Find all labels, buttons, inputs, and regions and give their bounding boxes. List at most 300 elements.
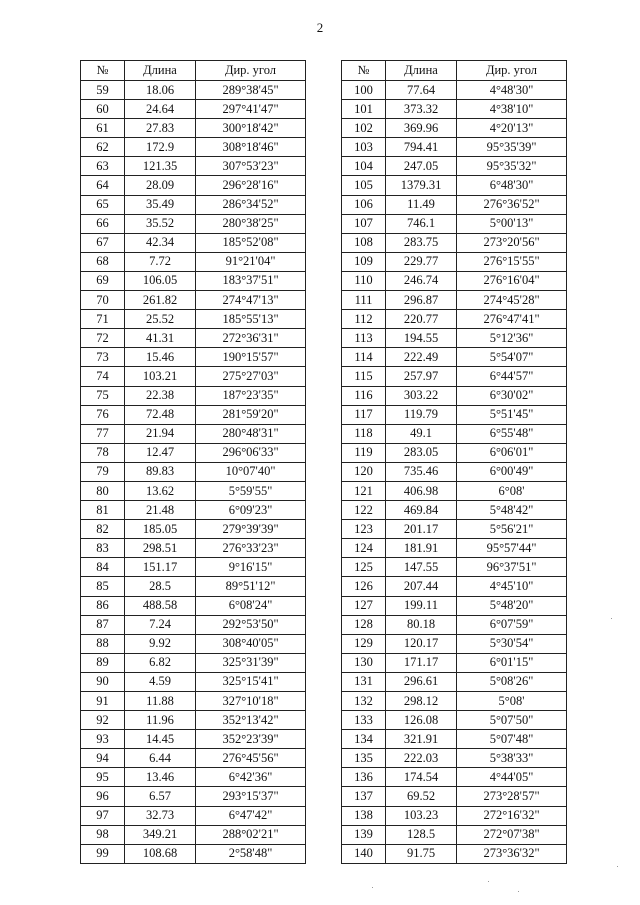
row-length: 283.75 <box>386 233 457 252</box>
table-row <box>342 520 567 539</box>
row-angle: 5°07'50" <box>457 711 567 730</box>
row-number: 123 <box>342 520 386 539</box>
row-number: 80 <box>81 481 125 500</box>
table-row <box>81 157 306 176</box>
row-length: 321.91 <box>386 730 457 749</box>
row-angle: 325°31'39" <box>196 653 306 672</box>
scan-speck <box>611 618 612 619</box>
row-length: 32.73 <box>125 806 196 825</box>
row-angle: 5°59'55" <box>196 481 306 500</box>
row-length: 298.12 <box>386 692 457 711</box>
table-row <box>342 81 567 100</box>
table-row <box>81 539 306 558</box>
header-length: Длина <box>125 61 196 81</box>
row-angle: 289°38'45" <box>196 81 306 100</box>
row-angle: 6°07'59" <box>457 615 567 634</box>
row-angle: 6°09'23" <box>196 501 306 520</box>
row-number: 71 <box>81 310 125 329</box>
table-row <box>342 806 567 825</box>
row-number: 113 <box>342 329 386 348</box>
header-angle: Дир. угол <box>457 61 567 81</box>
row-length: 735.46 <box>386 462 457 481</box>
row-number: 119 <box>342 443 386 462</box>
row-angle: 308°18'46" <box>196 138 306 157</box>
table-row <box>81 558 306 577</box>
scan-speck <box>617 866 618 867</box>
row-angle: 296°06'33" <box>196 443 306 462</box>
table-row <box>81 424 306 443</box>
row-angle: 288°02'21" <box>196 825 306 844</box>
row-length: 303.22 <box>386 386 457 405</box>
row-number: 136 <box>342 768 386 787</box>
row-number: 132 <box>342 692 386 711</box>
row-number: 99 <box>81 844 125 863</box>
row-number: 94 <box>81 749 125 768</box>
table-row <box>81 672 306 691</box>
row-length: 207.44 <box>386 577 457 596</box>
row-length: 257.97 <box>386 367 457 386</box>
table-row <box>342 367 567 386</box>
table-row <box>342 310 567 329</box>
row-number: 105 <box>342 176 386 195</box>
row-number: 139 <box>342 825 386 844</box>
row-number: 135 <box>342 749 386 768</box>
row-number: 70 <box>81 291 125 310</box>
row-length: 369.96 <box>386 119 457 138</box>
table-row <box>81 749 306 768</box>
row-angle: 5°30'54" <box>457 634 567 653</box>
row-angle: 273°20'56" <box>457 233 567 252</box>
table-row <box>342 596 567 615</box>
row-length: 283.05 <box>386 443 457 462</box>
table-row <box>342 481 567 500</box>
row-number: 116 <box>342 386 386 405</box>
row-length: 220.77 <box>386 310 457 329</box>
row-number: 89 <box>81 653 125 672</box>
table-row <box>342 501 567 520</box>
row-length: 469.84 <box>386 501 457 520</box>
row-number: 74 <box>81 367 125 386</box>
row-angle: 187°23'35" <box>196 386 306 405</box>
table-row <box>81 176 306 195</box>
table-row <box>81 577 306 596</box>
row-length: 11.88 <box>125 692 196 711</box>
row-number: 86 <box>81 596 125 615</box>
row-number: 59 <box>81 81 125 100</box>
row-angle: 6°42'36" <box>196 768 306 787</box>
row-number: 77 <box>81 424 125 443</box>
row-angle: 5°51'45" <box>457 405 567 424</box>
table-row <box>81 405 306 424</box>
row-length: 108.68 <box>125 844 196 863</box>
row-angle: 5°48'42" <box>457 501 567 520</box>
row-angle: 273°36'32" <box>457 844 567 863</box>
row-number: 82 <box>81 520 125 539</box>
table-row <box>342 386 567 405</box>
row-angle: 297°41'47" <box>196 100 306 119</box>
row-number: 87 <box>81 615 125 634</box>
row-angle: 185°52'08" <box>196 233 306 252</box>
row-number: 117 <box>342 405 386 424</box>
row-number: 64 <box>81 176 125 195</box>
row-number: 69 <box>81 271 125 290</box>
table-row <box>342 157 567 176</box>
row-number: 66 <box>81 214 125 233</box>
row-length: 746.1 <box>386 214 457 233</box>
row-number: 92 <box>81 711 125 730</box>
row-angle: 296°28'16" <box>196 176 306 195</box>
row-length: 28.5 <box>125 577 196 596</box>
row-number: 126 <box>342 577 386 596</box>
row-angle: 276°15'55" <box>457 252 567 271</box>
row-number: 79 <box>81 462 125 481</box>
row-length: 24.64 <box>125 100 196 119</box>
row-length: 6.44 <box>125 749 196 768</box>
row-angle: 10°07'40" <box>196 462 306 481</box>
table-row <box>81 730 306 749</box>
row-number: 108 <box>342 233 386 252</box>
row-number: 137 <box>342 787 386 806</box>
coordinates-table-right <box>341 60 567 864</box>
scan-speck <box>518 891 519 892</box>
row-length: 229.77 <box>386 252 457 271</box>
row-angle: 5°38'33" <box>457 749 567 768</box>
row-length: 1379.31 <box>386 176 457 195</box>
table-row <box>81 443 306 462</box>
row-angle: 281°59'20" <box>196 405 306 424</box>
row-length: 406.98 <box>386 481 457 500</box>
row-length: 28.09 <box>125 176 196 195</box>
row-angle: 325°15'41" <box>196 672 306 691</box>
row-number: 129 <box>342 634 386 653</box>
row-number: 106 <box>342 195 386 214</box>
row-angle: 5°08'26" <box>457 672 567 691</box>
row-number: 63 <box>81 157 125 176</box>
row-angle: 307°53'23" <box>196 157 306 176</box>
row-number: 101 <box>342 100 386 119</box>
row-length: 174.54 <box>386 768 457 787</box>
row-length: 12.47 <box>125 443 196 462</box>
row-number: 124 <box>342 539 386 558</box>
table-row <box>342 768 567 787</box>
row-number: 134 <box>342 730 386 749</box>
row-angle: 279°39'39" <box>196 520 306 539</box>
row-angle: 273°28'57" <box>457 787 567 806</box>
table-row <box>81 271 306 290</box>
table-row <box>342 176 567 195</box>
row-number: 73 <box>81 348 125 367</box>
row-angle: 96°37'51" <box>457 558 567 577</box>
table-row <box>81 252 306 271</box>
row-number: 97 <box>81 806 125 825</box>
row-length: 247.05 <box>386 157 457 176</box>
table-row <box>342 672 567 691</box>
table-row <box>81 462 306 481</box>
row-length: 246.74 <box>386 271 457 290</box>
row-number: 67 <box>81 233 125 252</box>
table-row <box>342 348 567 367</box>
row-number: 120 <box>342 462 386 481</box>
table-row <box>342 252 567 271</box>
table-row <box>342 462 567 481</box>
row-angle: 6°00'49" <box>457 462 567 481</box>
row-length: 373.32 <box>386 100 457 119</box>
table-row <box>81 615 306 634</box>
row-angle: 280°38'25" <box>196 214 306 233</box>
table-row <box>342 787 567 806</box>
row-length: 7.72 <box>125 252 196 271</box>
row-length: 35.49 <box>125 195 196 214</box>
row-angle: 4°44'05" <box>457 768 567 787</box>
row-angle: 95°35'32" <box>457 157 567 176</box>
row-angle: 6°01'15" <box>457 653 567 672</box>
row-length: 103.21 <box>125 367 196 386</box>
row-length: 349.21 <box>125 825 196 844</box>
table-row <box>81 596 306 615</box>
scan-speck <box>372 887 373 888</box>
row-length: 14.45 <box>125 730 196 749</box>
row-angle: 5°08' <box>457 692 567 711</box>
table-row <box>342 711 567 730</box>
row-number: 104 <box>342 157 386 176</box>
table-row <box>342 195 567 214</box>
row-angle: 4°38'10" <box>457 100 567 119</box>
row-angle: 9°16'15" <box>196 558 306 577</box>
row-angle: 300°18'42" <box>196 119 306 138</box>
row-length: 91.75 <box>386 844 457 863</box>
row-number: 130 <box>342 653 386 672</box>
row-number: 76 <box>81 405 125 424</box>
row-length: 185.05 <box>125 520 196 539</box>
row-length: 222.49 <box>386 348 457 367</box>
row-number: 60 <box>81 100 125 119</box>
row-length: 488.58 <box>125 596 196 615</box>
row-angle: 308°40'05" <box>196 634 306 653</box>
row-number: 61 <box>81 119 125 138</box>
row-number: 127 <box>342 596 386 615</box>
row-number: 88 <box>81 634 125 653</box>
row-angle: 6°08'24" <box>196 596 306 615</box>
row-length: 199.11 <box>386 596 457 615</box>
coordinates-table-left <box>80 60 306 864</box>
row-number: 62 <box>81 138 125 157</box>
table-row <box>81 501 306 520</box>
row-length: 22.38 <box>125 386 196 405</box>
row-length: 7.24 <box>125 615 196 634</box>
row-number: 122 <box>342 501 386 520</box>
table-row <box>81 138 306 157</box>
table-row <box>342 405 567 424</box>
row-number: 91 <box>81 692 125 711</box>
row-number: 107 <box>342 214 386 233</box>
row-angle: 276°47'41" <box>457 310 567 329</box>
row-number: 128 <box>342 615 386 634</box>
row-number: 110 <box>342 271 386 290</box>
table-row <box>342 825 567 844</box>
row-angle: 275°27'03" <box>196 367 306 386</box>
table-row <box>81 367 306 386</box>
row-length: 21.94 <box>125 424 196 443</box>
row-length: 181.91 <box>386 539 457 558</box>
row-length: 13.46 <box>125 768 196 787</box>
table-row <box>81 291 306 310</box>
row-angle: 190°15'57" <box>196 348 306 367</box>
row-length: 121.35 <box>125 157 196 176</box>
row-angle: 4°48'30" <box>457 81 567 100</box>
row-number: 85 <box>81 577 125 596</box>
row-length: 72.48 <box>125 405 196 424</box>
row-number: 140 <box>342 844 386 863</box>
row-angle: 6°08' <box>457 481 567 500</box>
row-number: 111 <box>342 291 386 310</box>
row-number: 138 <box>342 806 386 825</box>
table-header-row <box>342 61 567 81</box>
row-number: 100 <box>342 81 386 100</box>
row-length: 15.46 <box>125 348 196 367</box>
row-number: 118 <box>342 424 386 443</box>
row-length: 6.82 <box>125 653 196 672</box>
row-angle: 6°44'57" <box>457 367 567 386</box>
scan-speck <box>488 881 489 882</box>
table-row <box>342 844 567 863</box>
row-length: 103.23 <box>386 806 457 825</box>
row-number: 83 <box>81 539 125 558</box>
row-angle: 5°54'07" <box>457 348 567 367</box>
row-length: 35.52 <box>125 214 196 233</box>
row-number: 102 <box>342 119 386 138</box>
row-length: 13.62 <box>125 481 196 500</box>
row-angle: 183°37'51" <box>196 271 306 290</box>
row-length: 27.83 <box>125 119 196 138</box>
header-length: Длина <box>386 61 457 81</box>
table-row <box>81 119 306 138</box>
page-number: 2 <box>316 20 324 35</box>
row-number: 131 <box>342 672 386 691</box>
row-angle: 280°48'31" <box>196 424 306 443</box>
header-angle: Дир. угол <box>196 61 306 81</box>
row-angle: 272°16'32" <box>457 806 567 825</box>
row-length: 18.06 <box>125 81 196 100</box>
row-angle: 5°12'36" <box>457 329 567 348</box>
row-length: 69.52 <box>386 787 457 806</box>
row-angle: 95°35'39" <box>457 138 567 157</box>
row-length: 222.03 <box>386 749 457 768</box>
table-row <box>81 233 306 252</box>
row-angle: 2°58'48" <box>196 844 306 863</box>
row-length: 11.96 <box>125 711 196 730</box>
row-length: 21.48 <box>125 501 196 520</box>
row-number: 93 <box>81 730 125 749</box>
table-row <box>81 310 306 329</box>
row-angle: 292°53'50" <box>196 615 306 634</box>
table-row <box>81 81 306 100</box>
table-row <box>81 348 306 367</box>
table-row <box>342 424 567 443</box>
table-row <box>342 730 567 749</box>
row-angle: 272°36'31" <box>196 329 306 348</box>
table-row <box>342 653 567 672</box>
table-row <box>81 481 306 500</box>
row-angle: 6°47'42" <box>196 806 306 825</box>
table-header-row <box>81 61 306 81</box>
row-length: 194.55 <box>386 329 457 348</box>
row-angle: 276°33'23" <box>196 539 306 558</box>
row-angle: 352°13'42" <box>196 711 306 730</box>
row-length: 172.9 <box>125 138 196 157</box>
row-angle: 274°45'28" <box>457 291 567 310</box>
row-angle: 5°00'13" <box>457 214 567 233</box>
row-angle: 91°21'04" <box>196 252 306 271</box>
row-angle: 272°07'38" <box>457 825 567 844</box>
row-number: 115 <box>342 367 386 386</box>
table-row <box>342 329 567 348</box>
table-row <box>81 653 306 672</box>
table-row <box>81 692 306 711</box>
row-angle: 95°57'44" <box>457 539 567 558</box>
row-number: 84 <box>81 558 125 577</box>
row-angle: 274°47'13" <box>196 291 306 310</box>
row-number: 121 <box>342 481 386 500</box>
table-row <box>342 119 567 138</box>
row-length: 4.59 <box>125 672 196 691</box>
row-number: 81 <box>81 501 125 520</box>
table-row <box>81 787 306 806</box>
row-angle: 293°15'37" <box>196 787 306 806</box>
table-row <box>81 768 306 787</box>
table-row <box>81 806 306 825</box>
row-length: 147.55 <box>386 558 457 577</box>
row-angle: 5°56'21" <box>457 520 567 539</box>
row-length: 128.5 <box>386 825 457 844</box>
row-angle: 4°45'10" <box>457 577 567 596</box>
row-number: 98 <box>81 825 125 844</box>
table-row <box>342 271 567 290</box>
row-number: 72 <box>81 329 125 348</box>
row-length: 9.92 <box>125 634 196 653</box>
table-row <box>81 711 306 730</box>
row-number: 125 <box>342 558 386 577</box>
table-row <box>342 443 567 462</box>
table-row <box>81 214 306 233</box>
table-row <box>342 615 567 634</box>
table-row <box>342 634 567 653</box>
row-angle: 6°55'48" <box>457 424 567 443</box>
row-length: 42.34 <box>125 233 196 252</box>
table-row <box>342 291 567 310</box>
row-angle: 276°36'52" <box>457 195 567 214</box>
row-length: 89.83 <box>125 462 196 481</box>
row-number: 75 <box>81 386 125 405</box>
table-row <box>342 100 567 119</box>
row-angle: 276°16'04" <box>457 271 567 290</box>
row-angle: 352°23'39" <box>196 730 306 749</box>
row-number: 112 <box>342 310 386 329</box>
row-length: 298.51 <box>125 539 196 558</box>
row-length: 41.31 <box>125 329 196 348</box>
table-row <box>81 520 306 539</box>
row-length: 77.64 <box>386 81 457 100</box>
row-angle: 5°07'48" <box>457 730 567 749</box>
table-row <box>342 692 567 711</box>
row-angle: 286°34'52" <box>196 195 306 214</box>
row-angle: 89°51'12" <box>196 577 306 596</box>
table-row <box>342 558 567 577</box>
row-angle: 4°20'13" <box>457 119 567 138</box>
row-angle: 327°10'18" <box>196 692 306 711</box>
table-row <box>342 749 567 768</box>
row-angle: 276°45'56" <box>196 749 306 768</box>
row-angle: 6°30'02" <box>457 386 567 405</box>
